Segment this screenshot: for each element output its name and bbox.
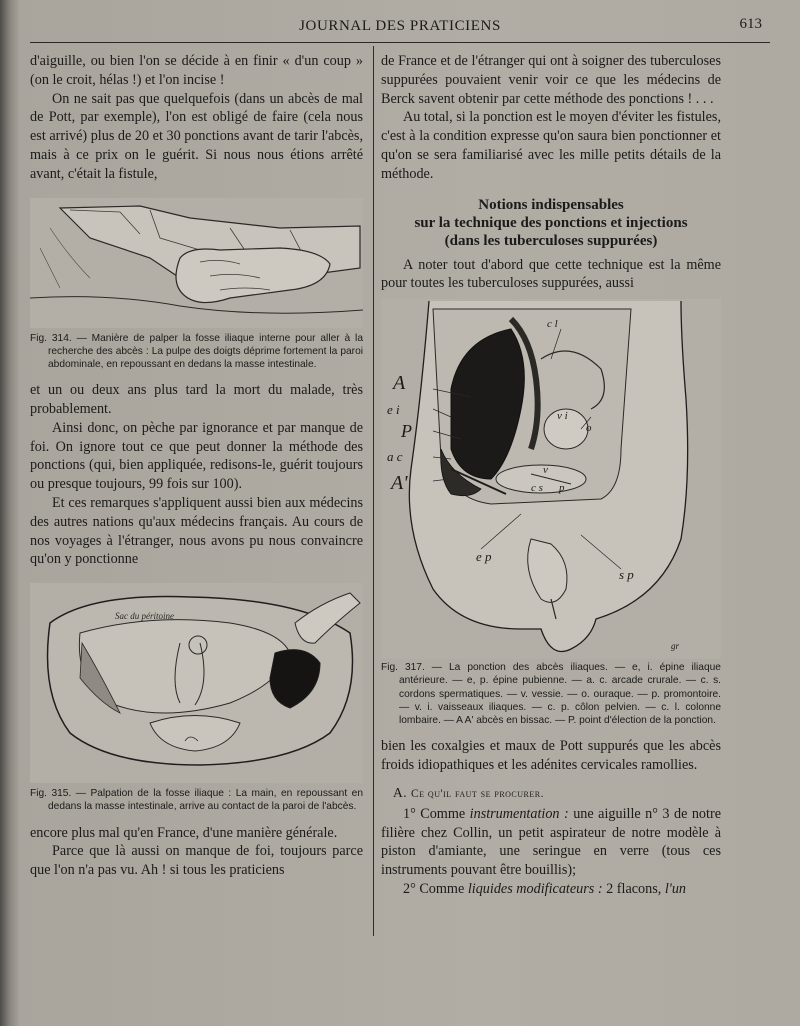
subsection-title: Ce qu'il faut se procurer.	[411, 787, 544, 800]
fig317-label-o: o	[586, 422, 592, 435]
subsection-heading	[393, 785, 721, 801]
paragraph: bien les coxalgies et maux de Pott suppurés que les abcès froids idiopathiques et les adénites cervicales ramollies.	[381, 738, 721, 773]
fig317-label-ei: e i	[387, 402, 400, 418]
figure-315-caption	[30, 787, 363, 813]
figure-314-caption-text: — Manière de palper la fosse iliaque interne pour aller à la recherche des abcès : La pulpe des doigts déprime fortement la paroi abdominale, en repoussant en dedans la masse intestinale.	[48, 332, 363, 370]
subsection-letter: A.	[393, 784, 408, 800]
heading-line: sur la technique des ponctions et injections	[414, 214, 688, 231]
figure-314	[30, 198, 363, 372]
figure-314-caption	[30, 332, 363, 372]
paragraph	[381, 805, 721, 880]
figure-317	[381, 299, 721, 727]
figure-315-inner-label: Sac du péritoine	[115, 611, 174, 622]
paragraph: Au total, si la ponction est le moyen d'éviter les fistules, c'est à la condition expresse qu'on saura bien ponctionner et qu'on se sera familiarisé avec les mille petits détails de la méthode.	[381, 109, 721, 182]
figure-317-caption-text: — La ponction des abcès iliaques. — e, i. épine iliaque antérieure. — e, p. épine pubienne. — a. c. arcade crurale. — c. s. cordons spermatiques. — v. vessie. — o. ouraque. — p. promontoire. — v. i. vaisseaux iliaques. — c. p. côlon pelvien. — c. l. colonne lombaire. — A A' abcès en bissac. — P. point d'élection de la ponction.	[399, 662, 721, 726]
paragraph: encore plus mal qu'en France, d'une manière générale.	[30, 824, 338, 841]
fig317-label-vi: v i	[557, 410, 568, 423]
figure-315	[30, 583, 363, 813]
page-header	[30, 18, 770, 43]
fig317-label-sp: s p	[619, 567, 634, 583]
figure-317-illustration	[381, 299, 721, 659]
running-head: JOURNAL DES PRATICIENS	[299, 18, 501, 34]
fig317-label-cl: c l	[547, 318, 558, 331]
list-lead: Comme	[415, 880, 468, 897]
fig317-label-v: v	[543, 464, 548, 477]
paragraph: Ainsi donc, on pèche par ignorance et par manque de foi. On ignore tout ce que peut donner la méthode des ponctions (qui, bien appliquée, redisons-le, guérit toujours ou presque toujours, 99 fois sur 100).	[30, 419, 363, 493]
list-text-italic: l'un	[664, 880, 687, 897]
list-term: instrumentation :	[469, 805, 569, 822]
figure-314-label: Fig. 314.	[30, 332, 72, 344]
fig317-label-A: A	[393, 372, 406, 395]
heading-line: Notions indispensables	[478, 196, 624, 213]
page-number: 613	[739, 16, 762, 32]
paragraph	[381, 880, 721, 899]
paragraph: d'aiguille, ou bien l'on se décide à en finir « d'un coup » (on le croit, hélas !) et l'on incise !	[30, 53, 363, 88]
list-lead: Comme	[415, 805, 470, 822]
paragraph: Parce que là aussi on manque de foi, toujours parce que l'on n'a pas vu. Ah ! si tous les praticiens	[30, 843, 363, 879]
column-divider	[373, 46, 374, 936]
fig317-label-cs: c s	[531, 482, 543, 495]
list-text: une aiguille n° 3 de notre filière chez Collin, un petit aspirateur de notre modèle à piston d'amiante, une seringue en verre (tous ces instruments pouvant être bouillis);	[381, 805, 721, 879]
paragraph: et un ou deux ans plus tard la mort du malade, très probablement.	[30, 382, 363, 417]
fig317-label-A-prime: A'	[391, 472, 408, 495]
fig317-label-P: P	[401, 421, 412, 442]
left-column	[30, 52, 363, 880]
list-term: liquides modificateurs :	[467, 880, 603, 897]
figure-315-label: Fig. 315.	[30, 788, 72, 800]
paragraph: A noter tout d'abord que cette technique est la même pour toutes les tuberculoses suppurées, aussi	[381, 256, 721, 292]
fig317-label-p: p	[559, 482, 565, 495]
paragraph: Et ces remarques s'appliquent aussi bien aux médecins des autres nations qu'aux médecins français. Au cours de nos voyages à l'étranger, nous avons pu nous convaincre qu'on y ponctionne	[30, 494, 363, 568]
heading-line: (dans les tuberculoses suppurées)	[444, 232, 658, 249]
figure-317-label: Fig. 317.	[381, 662, 425, 674]
fig317-engraver-signature: gr	[671, 641, 680, 652]
right-column	[381, 52, 721, 899]
figure-315-illustration	[30, 583, 363, 783]
paragraph: de France et de l'étranger qui ont à soigner des tuberculoses suppurées pouvaient venir voir ce que les médecins de Berck savent obtenir par cette méthode des ponctions ! . . .	[381, 53, 721, 107]
figure-315-caption-text: — Palpation de la fosse iliaque : La main, en repoussant en dedans la masse intestinale, arrive au contact de la paroi de l'abcès.	[48, 788, 363, 813]
paragraph: On ne sait pas que quelquefois (dans un abcès de mal de Pott, par exemple), l'on est obligé de faire (cela nous est arrivé) plus de 20 et 30 ponctions avant de tarir l'abcès, mais à ce prix on le guérit. Si nous nous étions arrêté avant, c'était la fistule,	[30, 90, 363, 182]
list-number: 1°	[403, 805, 416, 822]
list-number: 2°	[403, 880, 416, 897]
fig317-label-ac: a c	[387, 449, 403, 465]
fig317-label-ep: e p	[476, 549, 492, 565]
section-heading	[381, 196, 721, 250]
figure-317-caption	[381, 661, 721, 727]
fig317-label-cp: c p	[505, 360, 519, 373]
list-text: 2 flacons,	[602, 880, 665, 897]
figure-314-illustration	[30, 198, 363, 328]
